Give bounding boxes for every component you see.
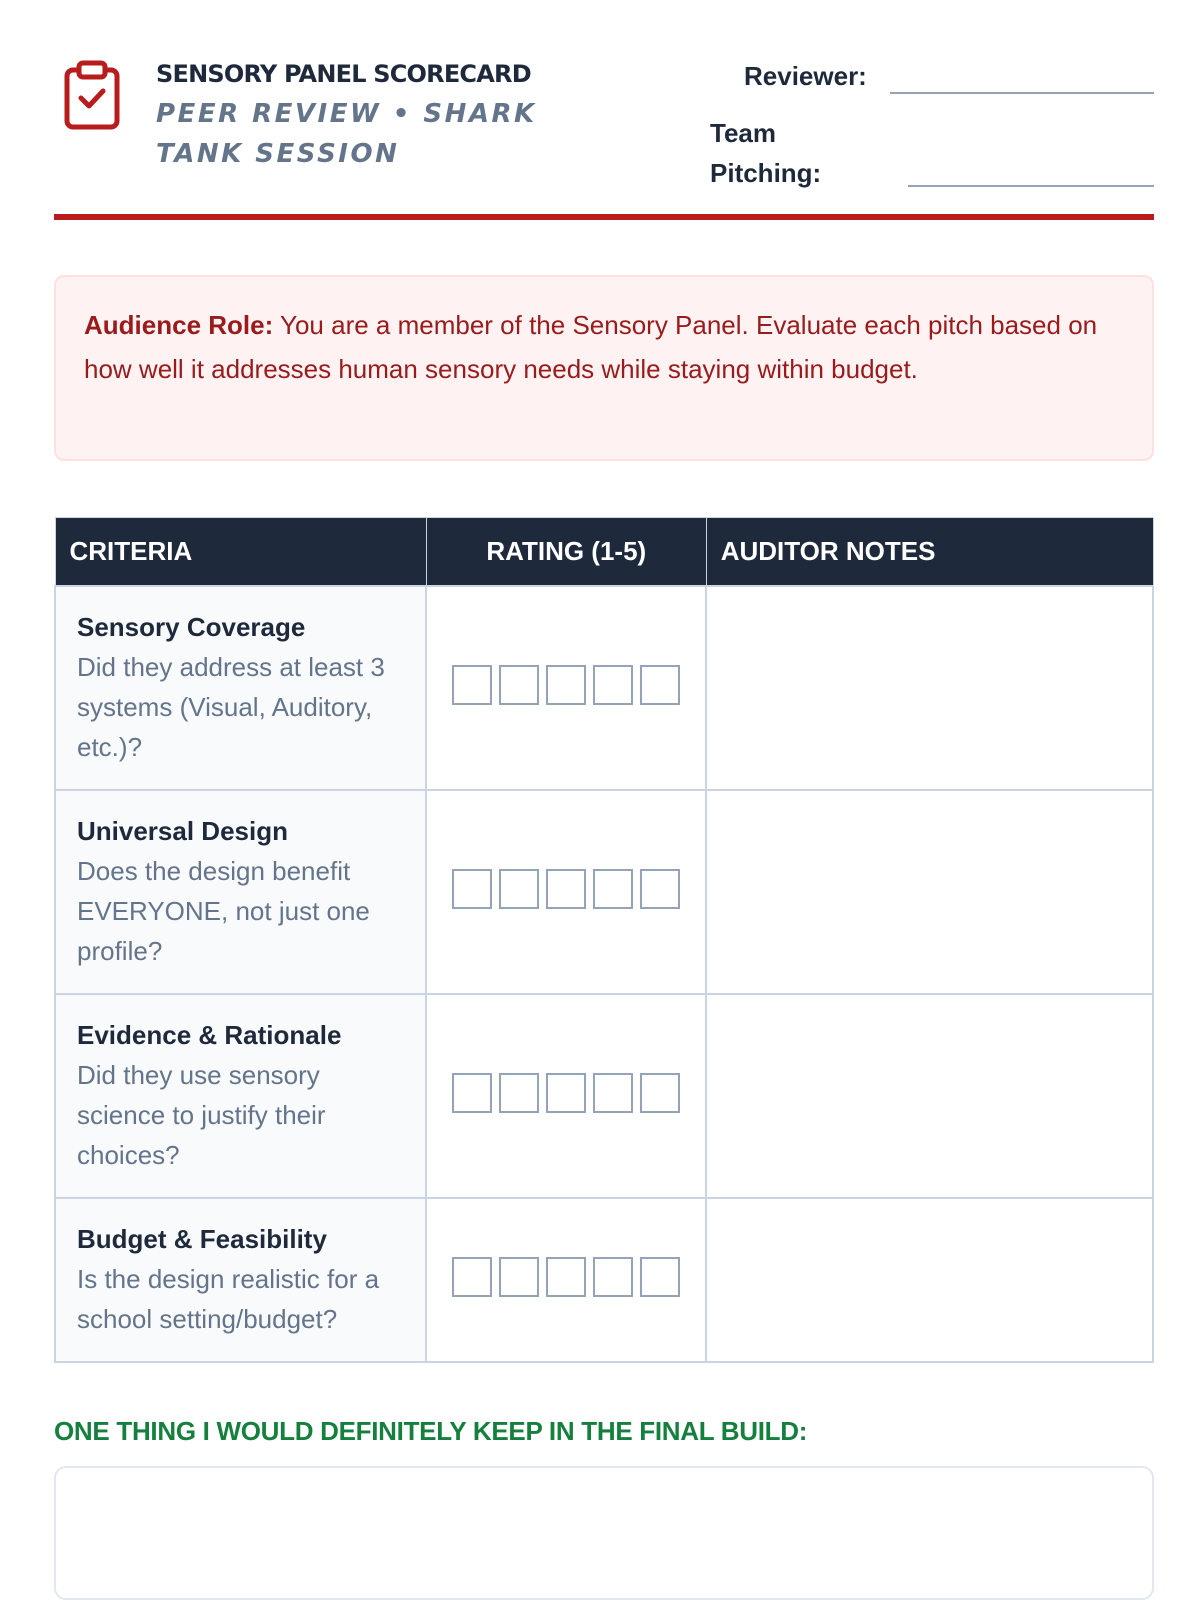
team-pitching-label: Team Pitching: bbox=[710, 118, 822, 188]
rating-box-3[interactable] bbox=[546, 869, 586, 909]
criteria-title: Budget & Feasibility bbox=[77, 1223, 327, 1254]
rating-box-2[interactable] bbox=[499, 1073, 539, 1113]
rating-box-3[interactable] bbox=[546, 1257, 586, 1297]
reviewer-label: Reviewer: bbox=[744, 61, 867, 91]
rating-boxes bbox=[452, 1073, 680, 1113]
table-row bbox=[55, 1198, 1153, 1362]
rating-box-2[interactable] bbox=[499, 665, 539, 705]
auditor-notes-cell[interactable] bbox=[706, 586, 1153, 790]
rating-boxes bbox=[452, 665, 680, 705]
column-header-criteria: CRITERIA bbox=[55, 518, 426, 586]
reviewer-field[interactable] bbox=[890, 92, 1154, 94]
column-header-rating: RATING (1-5) bbox=[426, 518, 706, 586]
auditor-notes-cell[interactable] bbox=[706, 790, 1153, 994]
column-header-notes: AUDITOR NOTES bbox=[706, 518, 1153, 586]
rating-box-5[interactable] bbox=[640, 1257, 680, 1297]
keep-feature-textbox[interactable] bbox=[54, 1466, 1154, 1600]
rating-box-4[interactable] bbox=[593, 869, 633, 909]
audience-role-body: You are a member of the Sensory Panel. Evaluate each pitch based on how well it addresses human sensory needs while staying within budget. bbox=[84, 310, 1098, 384]
criteria-description: Is the design realistic for a school setting/budget? bbox=[77, 1263, 380, 1334]
page-header bbox=[54, 55, 1154, 215]
rating-cell bbox=[426, 790, 706, 994]
rating-cell bbox=[426, 994, 706, 1198]
rating-box-4[interactable] bbox=[593, 665, 633, 705]
table-row bbox=[55, 994, 1153, 1198]
audience-role-label: Audience Role: bbox=[84, 310, 274, 340]
criteria-description: Did they address at least 3 systems (Visual, Auditory, etc.)? bbox=[77, 651, 385, 762]
rating-box-5[interactable] bbox=[640, 869, 680, 909]
criteria-title: Universal Design bbox=[77, 815, 288, 846]
rating-box-4[interactable] bbox=[593, 1257, 633, 1297]
header-divider bbox=[54, 214, 1154, 220]
rating-box-4[interactable] bbox=[593, 1073, 633, 1113]
audience-role-callout bbox=[54, 275, 1154, 461]
rating-box-1[interactable] bbox=[452, 1073, 492, 1113]
keep-feature-label: ONE THING I WOULD DEFINITELY KEEP IN THE FINAL BUILD: bbox=[54, 1416, 808, 1446]
rating-cell bbox=[426, 586, 706, 790]
rating-boxes bbox=[452, 869, 680, 909]
rating-box-1[interactable] bbox=[452, 869, 492, 909]
criteria-cell bbox=[55, 790, 426, 994]
table-row bbox=[55, 790, 1153, 994]
auditor-notes-cell[interactable] bbox=[706, 1198, 1153, 1362]
rating-box-5[interactable] bbox=[640, 665, 680, 705]
rating-cell bbox=[426, 1198, 706, 1362]
page-title: SENSORY PANEL SCORECARD bbox=[156, 60, 531, 88]
auditor-notes-cell[interactable] bbox=[706, 994, 1153, 1198]
criteria-cell bbox=[55, 1198, 426, 1362]
table-header-row bbox=[55, 518, 1153, 586]
criteria-description: Does the design benefit EVERYONE, not just one profile? bbox=[77, 855, 370, 966]
criteria-title: Sensory Coverage bbox=[77, 611, 306, 642]
scorecard-table bbox=[54, 517, 1154, 1363]
table-row bbox=[55, 586, 1153, 790]
rating-box-3[interactable] bbox=[546, 1073, 586, 1113]
team-pitching-field[interactable] bbox=[908, 185, 1154, 187]
rating-box-2[interactable] bbox=[499, 1257, 539, 1297]
rating-box-5[interactable] bbox=[640, 1073, 680, 1113]
audience-role-text bbox=[84, 304, 1124, 391]
rating-boxes bbox=[452, 1257, 680, 1297]
rating-box-2[interactable] bbox=[499, 869, 539, 909]
rating-box-3[interactable] bbox=[546, 665, 586, 705]
criteria-cell bbox=[55, 994, 426, 1198]
criteria-title: Evidence & Rationale bbox=[77, 1019, 342, 1050]
criteria-description: Did they use sensory science to justify their choices? bbox=[77, 1059, 326, 1170]
rating-box-1[interactable] bbox=[452, 1257, 492, 1297]
rating-box-1[interactable] bbox=[452, 665, 492, 705]
criteria-cell bbox=[55, 586, 426, 790]
clipboard-check-icon bbox=[64, 60, 120, 130]
page-subtitle: PEER REVIEW • SHARK TANK SESSION bbox=[156, 99, 537, 169]
